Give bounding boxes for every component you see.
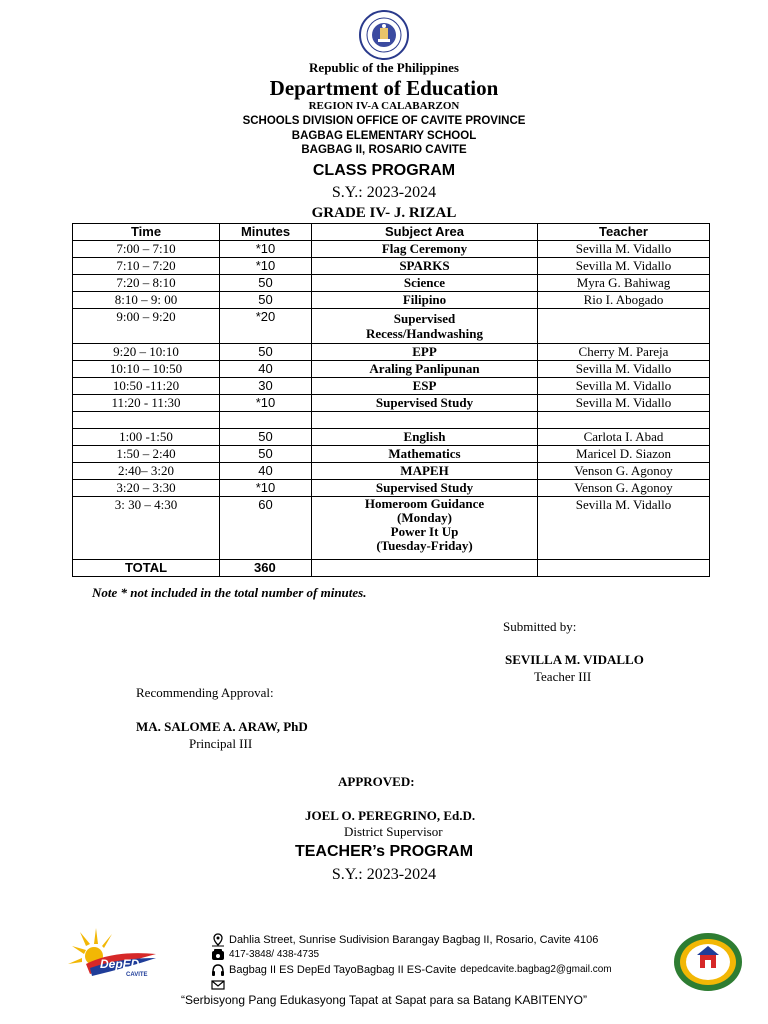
teacher-cell: Cherry M. Pareja: [538, 344, 710, 361]
subject-line: (Monday): [397, 510, 452, 525]
table-row: [73, 497, 710, 560]
note-text: Note * not included in the total number of minutes.: [92, 585, 367, 600]
envelope-icon: [211, 978, 225, 992]
teacher-cell: Rio I. Abogado: [538, 292, 710, 309]
footer-email-icon-line: [211, 977, 681, 992]
minutes-cell: 40: [220, 463, 312, 480]
teacher-cell: Carlota I. Abad: [538, 429, 710, 446]
table-row: [73, 292, 710, 309]
footer-address-line: [211, 932, 681, 947]
footer-facebook: Bagbag II ES DepEd TayoBagbag II ES-Cavite: [229, 963, 457, 976]
facebook-icon: [211, 963, 225, 977]
time-cell: 7:20 – 8:10: [73, 275, 220, 292]
minutes-cell: *20: [220, 309, 312, 344]
time-cell: 10:50 -11:20: [73, 378, 220, 395]
table-total-row: [73, 560, 710, 577]
subject-cell: English: [312, 429, 538, 446]
recommending-approval-label: Recommending Approval:: [136, 685, 274, 700]
subject-cell: SPARKS: [312, 258, 538, 275]
table-row: [73, 241, 710, 258]
minutes-cell: 50: [220, 292, 312, 309]
footer-address: Dahlia Street, Sunrise Sudivision Barangay Bagbag II, Rosario, Cavite 4106: [229, 933, 599, 946]
subject-cell: Araling Panlipunan: [312, 361, 538, 378]
table-row-blank: [73, 412, 710, 429]
subject-line: Supervised: [393, 311, 456, 326]
minutes-cell: *10: [220, 241, 312, 258]
teacher-cell: Sevilla M. Vidallo: [538, 395, 710, 412]
subject-cell: [312, 412, 538, 429]
column-header-minutes: Minutes: [220, 224, 312, 241]
phone-icon: [211, 948, 225, 962]
teacher-cell: Maricel D. Siazon: [538, 446, 710, 463]
total-label: TOTAL: [73, 560, 220, 577]
teacher-cell: Venson G. Agonoy: [538, 480, 710, 497]
total-empty-cell: [538, 560, 710, 577]
subject-cell: Filipino: [312, 292, 538, 309]
grade-section-label: GRADE IV- J. RIZAL: [311, 205, 457, 221]
principal-name: MA. SALOME A. ARAW, PhD: [136, 719, 308, 734]
supervisor-title: District Supervisor: [344, 824, 443, 839]
teacher-cell: Sevilla M. Vidallo: [538, 241, 710, 258]
table-row: [73, 258, 710, 275]
time-cell: [73, 412, 220, 429]
subject-line: (Tuesday-Friday): [376, 538, 473, 553]
teacher-cell: Sevilla M. Vidallo: [538, 361, 710, 378]
principal-title: Principal III: [189, 736, 253, 751]
department-title: Department of Education: [269, 76, 499, 100]
time-cell: 3:20 – 3:30: [73, 480, 220, 497]
total-empty-cell: [312, 560, 538, 577]
time-cell: 1:50 – 2:40: [73, 446, 220, 463]
table-row: [73, 463, 710, 480]
minutes-cell: *10: [220, 395, 312, 412]
minutes-cell: 50: [220, 344, 312, 361]
time-cell: 1:00 -1:50: [73, 429, 220, 446]
republic-label: Republic of the Philippines: [309, 60, 459, 75]
table-row: [73, 480, 710, 497]
minutes-cell: 60: [220, 497, 312, 560]
subject-cell: [312, 497, 538, 560]
school-label: BAGBAG ELEMENTARY SCHOOL: [291, 130, 477, 142]
teacher-cell: Myra G. Bahiwag: [538, 275, 710, 292]
deped-cavite-logo: [66, 924, 162, 986]
table-row: [73, 446, 710, 463]
subject-cell: Supervised Study: [312, 395, 538, 412]
table-row: [73, 309, 710, 344]
subject-line: Homeroom Guidance: [364, 496, 485, 511]
column-header-teacher: Teacher: [538, 224, 710, 241]
teacher-cell: Sevilla M. Vidallo: [538, 378, 710, 395]
location-pin-icon: [211, 933, 225, 947]
subject-cell: Science: [312, 275, 538, 292]
teachers-program-title: TEACHER’s PROGRAM: [294, 843, 474, 860]
minutes-cell: 40: [220, 361, 312, 378]
teachers-program-school-year: S.Y.: 2023-2024: [331, 866, 437, 883]
subject-cell: ESP: [312, 378, 538, 395]
footer-contact: [211, 932, 681, 992]
minutes-cell: *10: [220, 258, 312, 275]
footer-facebook-line: [211, 962, 681, 977]
time-cell: 3: 30 – 4:30: [73, 497, 220, 560]
table-row: [73, 361, 710, 378]
footer-phone: 417-3848/ 438-4735: [229, 949, 320, 960]
minutes-cell: 50: [220, 429, 312, 446]
minutes-cell: [220, 412, 312, 429]
subject-cell: [312, 309, 538, 344]
column-header-time: Time: [73, 224, 220, 241]
footer-phone-line: [211, 947, 681, 962]
class-program-table: [72, 223, 710, 577]
region-label: REGION IV-A CALABARZON: [308, 100, 460, 112]
teacher-cell: Sevilla M. Vidallo: [538, 497, 710, 560]
deped-seal-icon: [359, 10, 409, 60]
subject-cell: MAPEH: [312, 463, 538, 480]
subject-cell: Supervised Study: [312, 480, 538, 497]
time-cell: 11:20 - 11:30: [73, 395, 220, 412]
class-program-title: CLASS PROGRAM: [312, 162, 456, 179]
supervisor-name: JOEL O. PEREGRINO, Ed.D.: [305, 808, 476, 823]
time-cell: 7:10 – 7:20: [73, 258, 220, 275]
footer-motto: “Serbisyong Pang Edukasyong Tapat at Sapat para sa Batang KABITENYO”: [180, 993, 588, 1007]
table-row: [73, 429, 710, 446]
subject-cell: Flag Ceremony: [312, 241, 538, 258]
teacher-cell: [538, 309, 710, 344]
table-row: [73, 275, 710, 292]
table-row: [73, 344, 710, 361]
time-cell: 8:10 – 9: 00: [73, 292, 220, 309]
teacher-signatory-name: SEVILLA M. VIDALLO: [505, 652, 644, 667]
deped-logo-sub: CAVITE: [126, 972, 148, 978]
minutes-cell: 50: [220, 446, 312, 463]
school-logo: [673, 932, 743, 992]
total-value: 360: [220, 560, 312, 577]
time-cell: 9:20 – 10:10: [73, 344, 220, 361]
table-row: [73, 395, 710, 412]
subject-cell: EPP: [312, 344, 538, 361]
minutes-cell: *10: [220, 480, 312, 497]
footer-email[interactable]: depedcavite.bagbag2@gmail.com: [460, 964, 612, 975]
table-row: [73, 378, 710, 395]
teacher-signatory-title: Teacher III: [534, 669, 592, 684]
subject-line: Recess/Handwashing: [365, 326, 484, 341]
column-header-subject: Subject Area: [312, 224, 538, 241]
time-cell: 2:40– 3:20: [73, 463, 220, 480]
school-address-label: BAGBAG II, ROSARIO CAVITE: [301, 144, 467, 156]
minutes-cell: 30: [220, 378, 312, 395]
minutes-cell: 50: [220, 275, 312, 292]
division-label: SCHOOLS DIVISION OFFICE OF CAVITE PROVINCE: [242, 115, 526, 127]
time-cell: 7:00 – 7:10: [73, 241, 220, 258]
subject-line: Power It Up: [390, 524, 459, 539]
table-header-row: [73, 224, 710, 241]
teacher-cell: Sevilla M. Vidallo: [538, 258, 710, 275]
subject-cell: Mathematics: [312, 446, 538, 463]
deped-logo-text: DepED: [100, 957, 140, 971]
time-cell: 9:00 – 9:20: [73, 309, 220, 344]
teacher-cell: Venson G. Agonoy: [538, 463, 710, 480]
teacher-cell: [538, 412, 710, 429]
school-year-label: S.Y.: 2023-2024: [331, 184, 437, 201]
time-cell: 10:10 – 10:50: [73, 361, 220, 378]
approved-label: APPROVED:: [338, 774, 415, 789]
submitted-by-label: Submitted by:: [503, 619, 577, 634]
